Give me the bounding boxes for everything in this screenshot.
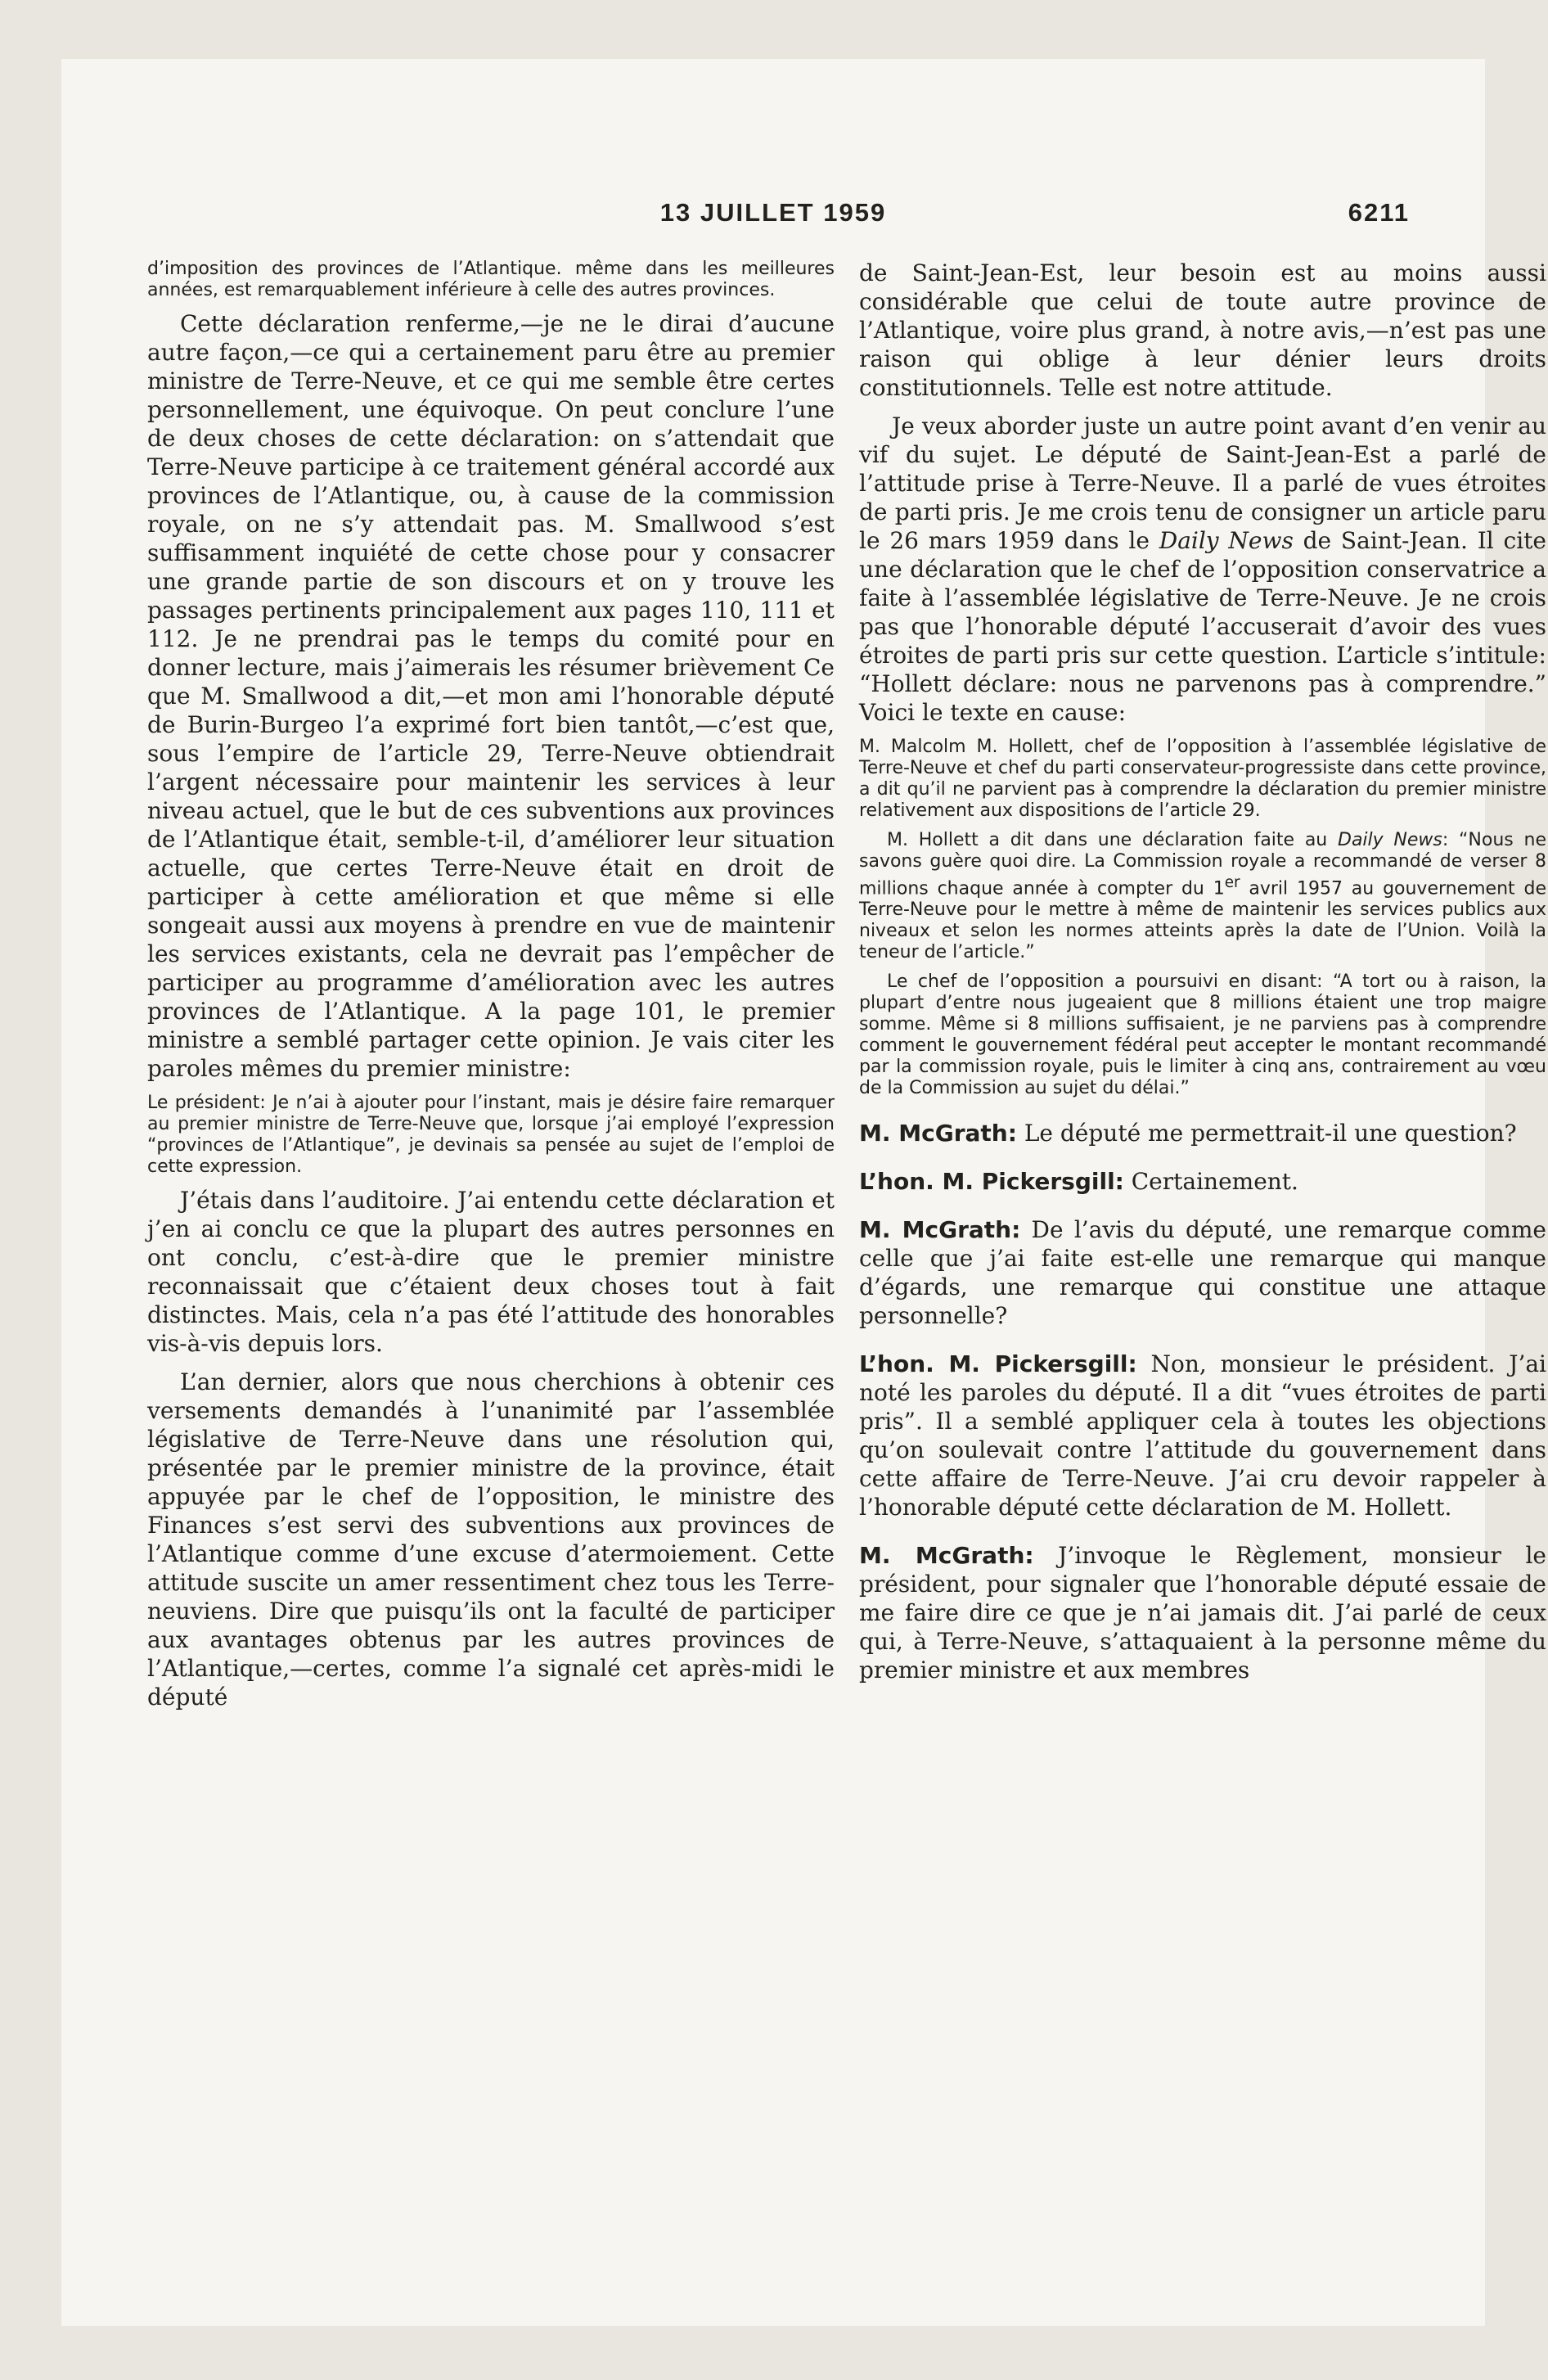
paragraph-continuation: d’imposition des provinces de l’Atlantique. même dans les meilleures années, est remarquablement inférieure à celle des autres provinces. bbox=[147, 259, 835, 300]
speech-text: Le député me permettrait-il une question? bbox=[1016, 1120, 1517, 1147]
speaker-name: M. McGrath: bbox=[859, 1216, 1021, 1244]
speech-text: Non, monsieur le président. J’ai noté les paroles du député. Il a dit “vues étroites de parti pris”. Il a semblé appliquer cela à toutes les objections qu’on soulevait contre l’attitude du gouvernement dans cette affaire de Terre-Neuve. J’ai cru devoir rappeler à l’honorable député cette déclaration de M. Hollett. bbox=[859, 1350, 1547, 1521]
left-column bbox=[147, 259, 835, 1721]
text-segment: Je veux aborder juste un autre point avant d’en venir au vif du sujet. Le député de Saint-Jean-Est a parlé de l’attitude prise à Terre-Neuve. Il a parlé de vues étroites de parti pris. Je me crois tenu de consigner un article paru le 26 mars 1959 dans le bbox=[859, 412, 1546, 554]
paragraph-saint-jean-est: de Saint-Jean-Est, leur besoin est au moins aussi considérable que celui de toute autre province de l’Atlantique, voire plus grand, à notre avis,—n’est pas une raison qui oblige à leur dénier leurs droits constitutionnels. Telle est notre attitude. bbox=[859, 259, 1546, 401]
paragraph-autre-point bbox=[859, 412, 1546, 727]
speaker-turn bbox=[859, 1119, 1546, 1147]
speaker-turn bbox=[859, 1215, 1546, 1330]
speech-text: J’invoque le Règlement, monsieur le président, pour signaler que l’honorable député essaie de me faire dire ce que je n’ai jamais dit. J’ai parlé de ceux qui, à Terre-Neuve, s’attaquaient à la personne même du premier ministre et aux membres bbox=[859, 1542, 1546, 1684]
paragraph-declaration: Cette déclaration renferme,—je ne le dirai d’aucune autre façon,—ce qui a certainement paru être au premier ministre de Terre-Neuve, et ce qui me semble être certes personnellement, une équivoque. On peut conclure l’une de deux choses de cette déclaration: on s’attendait que Terre-Neuve participe à ce traitement général accordé aux provinces de l’Atlantique, ou, à cause de la commission royale, on ne s’y attendait pas. M. Smallwood s’est suffisamment inquiété de cette chose pour y consacrer une grande partie de son discours et on y trouve les passages pertinents principalement aux pages 110, 111 et 112. Je ne prendrai pas le temps du comité pour en donner lecture, mais j’aimerais les résumer brièvement Ce que M. Smallwood a dit,—et mon ami l’honorable député de Burin-Burgeo l’a exprimé fort bien tantôt,—c’est que, sous l’empire de l’article 29, Terre-Neuve obtiendrait l’argent nécessaire pour maintenir les services à leur niveau actuel, que le but de ces subventions aux provinces de l’Atlantique était, semble-t-il, d’améliorer leur situation actuelle, que certes Terre-Neuve était en droit de participer à cette amélioration et que même si elle songeait aussi aux moyens à prendre en vue de maintenir les services existants, cela ne devrait pas l’empêcher de participer au programme d’amélioration avec les autres provinces de l’Atlantique. A la page 101, le premier ministre a semblé partager cette opinion. Je vais citer les paroles mêmes du premier ministre: bbox=[147, 310, 835, 1082]
newspaper-title: Daily News bbox=[1159, 527, 1294, 554]
paragraph-an-dernier: L’an dernier, alors que nous cherchions à obtenir ces versements demandés à l’unanimité par l’assemblée législative de Terre-Neuve dans une résolution qui, présentée par le premier ministre de la province, était appuyée par le chef de l’opposition, le ministre des Finances s’est servi des subventions aux provinces de l’Atlantique comme d’une excuse d’atermoiement. Cette attitude suscite un amer ressentiment chez tous les Terre-neuviens. Dire que puisqu’ils ont la faculté de participer aux avantages obtenus par les autres provinces de l’Atlantique,—certes, comme l’a signalé cet après-midi le député bbox=[147, 1368, 835, 1711]
speaker-name: L’hon. M. Pickersgill: bbox=[859, 1168, 1124, 1196]
header-date: 13 JUILLET 1959 bbox=[659, 198, 887, 227]
speech-text: Certainement. bbox=[1123, 1168, 1298, 1196]
superscript: er bbox=[1224, 874, 1240, 891]
newspaper-title: Daily News bbox=[1338, 830, 1442, 850]
paragraph-auditoire: J’étais dans l’auditoire. J’ai entendu cette déclaration et j’en ai conclu ce que la plupart des autres personnes en ont conclu, c’est-à-dire que le premier ministre reconnaissait que c’étaient deux choses tout à fait distinctes. Mais, cela n’a pas été l’attitude des honorables vis-à-vis depuis lors. bbox=[147, 1187, 835, 1357]
speaker-name: L’hon. M. Pickersgill: bbox=[859, 1350, 1137, 1378]
speech-text: De l’avis du député, une remarque comme celle que j’ai faite est-elle une remarque qui manque d’égards, une remarque qui constitue une attaque personnelle? bbox=[859, 1216, 1546, 1330]
speaker-name: M. McGrath: bbox=[859, 1120, 1017, 1147]
page-header bbox=[61, 198, 1485, 239]
speaker-turn bbox=[859, 1167, 1546, 1196]
text-segment: avril 1957 au gouvernement de Terre-Neuve pour le mettre à même de maintenir les services publics aux niveaux et selon les normes atteints après la date de l’Union. Voilà la teneur de l’article.” bbox=[859, 878, 1546, 963]
quotation-hollett-2 bbox=[859, 830, 1546, 963]
text-segment: : “Nous ne savons guère quoi dire. La Commission royale a recommandé de verser 8 millions chaque année à compter du 1 bbox=[859, 830, 1546, 899]
page-sheet bbox=[61, 59, 1547, 2326]
text-segment: de Saint-Jean. Il cite une déclaration que le chef de l’opposition conservatrice a faite à l’assemblée législative de Terre-Neuve. Je ne crois pas que l’honorable député l’accuserait d’avoir des vues étroites de parti pris sur cette question. L’article s’intitule: “Hollett déclare: nous ne parvenons pas à comprendre.” Voici le texte en cause: bbox=[859, 527, 1546, 726]
right-column bbox=[859, 259, 1546, 1694]
speaker-turn bbox=[859, 1541, 1546, 1684]
page-number: 6211 bbox=[1348, 198, 1410, 227]
quotation-president: Le président: Je n’ai à ajouter pour l’instant, mais je désire faire remarquer au premier ministre de Terre-Neuve que, lorsque j’ai employé l’expression “provinces de l’Atlantique”, je devinais sa pensée au sujet de l’emploi de cette expression. bbox=[147, 1093, 835, 1177]
speaker-name: M. McGrath: bbox=[859, 1542, 1034, 1570]
quotation-hollett-3: Le chef de l’opposition a poursuivi en disant: “A tort ou à raison, la plupart d’entre nous jugeaient que 8 millions étaient une trop maigre somme. Même si 8 millions suffisaient, je ne parviens pas à comprendre comment le gouvernement fédéral peut accepter le montant recommandé par la commission royale, puis le limiter à cinq ans, contrairement au vœu de la Commission au sujet du délai.” bbox=[859, 971, 1546, 1099]
speaker-turn bbox=[859, 1350, 1546, 1521]
text-segment: M. Hollett a dit dans une déclaration faite au bbox=[887, 830, 1338, 850]
quotation-hollett-1: M. Malcolm M. Hollett, chef de l’opposition à l’assemblée législative de Terre-Neuve et chef du parti conservateur-progressiste dans cette province, a dit qu’il ne parvient pas à comprendre la déclaration du premier ministre relativement aux dispositions de l’article 29. bbox=[859, 737, 1546, 821]
